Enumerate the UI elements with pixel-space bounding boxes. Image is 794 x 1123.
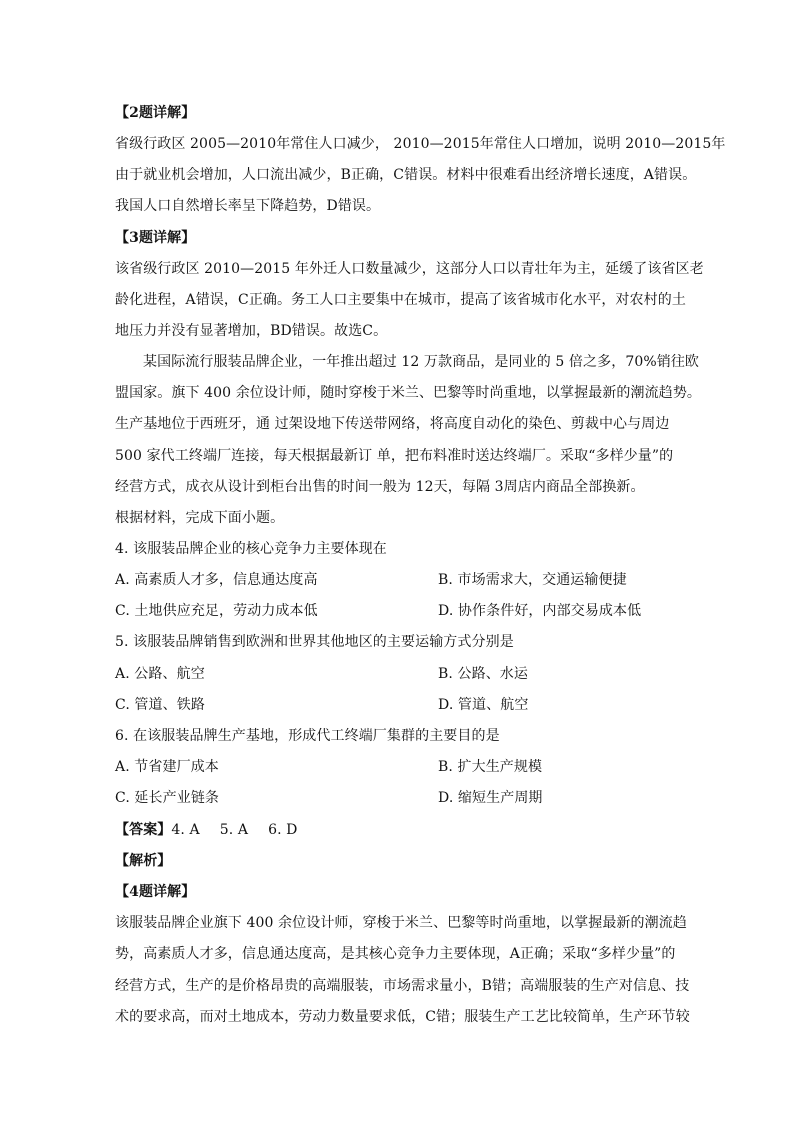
- question-4-options-row-2: [115, 601, 687, 621]
- section-3-line-3: 地压力并没有显著增加，BD错误。故选C。: [115, 323, 388, 339]
- question-4-option-d: D. 协作条件好，内部交易成本低: [438, 603, 642, 619]
- section-3-line-1: 该省级行政区 2010—2015 年外迁人口数量减少，这部分人口以青壮年为主，延缓了该省区老: [115, 261, 704, 277]
- material-instruction: 根据材料，完成下面小题。: [115, 510, 285, 526]
- question-5-options-row-1: [115, 664, 687, 684]
- question-4-option-c: C. 土地供应充足，劳动力成本低: [115, 603, 318, 619]
- analysis-heading: 【解析】: [115, 853, 172, 869]
- question-6-option-d: D. 缩短生产周期: [438, 790, 543, 806]
- question-5-option-d: D. 管道、航空: [438, 697, 529, 713]
- material-line-4: 500 家代工终端厂连接，每天根据最新订 单，把布料准时送达终端厂。采取“多样少量”的: [115, 448, 674, 464]
- question-4-option-a: A. 高素质人才多，信息通达度高: [115, 572, 318, 588]
- question-5-stem: 5. 该服装品牌销售到欧洲和世界其他地区的主要运输方式分别是: [115, 634, 514, 650]
- section-2-line-3: 我国人口自然增长率呈下降趋势，D错误。: [115, 198, 381, 214]
- material-line-2: 盟国家。旗下 400 余位设计师，随时穿梭于米兰、巴黎等时尚重地，以掌握最新的潮流趋势。: [115, 385, 702, 401]
- question-4-stem: 4. 该服装品牌企业的核心竞争力主要体现在: [115, 541, 387, 557]
- question-6-option-b: B. 扩大生产规模: [438, 759, 543, 775]
- material-line-3: 生产基地位于西班牙，通 过架设地下传送带网络，将高度自动化的染色、剪裁中心与周边: [115, 416, 670, 432]
- answer-label: 【答案】: [115, 822, 172, 838]
- answer-item: 6. D: [268, 822, 298, 838]
- answer-item: 4. A: [171, 822, 200, 838]
- question-6-option-c: C. 延长产业链条: [115, 790, 220, 806]
- question-5-option-c: C. 管道、铁路: [115, 697, 205, 713]
- answer-item: 5. A: [219, 822, 249, 838]
- question-6-options-row-2: [115, 788, 687, 808]
- question-4-options-row-1: [115, 570, 687, 590]
- section-3-line-2: 龄化进程，A错误，C正确。务工人口主要集中在城市，提高了该省城市化水平，对农村的土: [115, 292, 686, 308]
- material-line-1: 某国际流行服装品牌企业，一年推出超过 12 万款商品，是同业的 5 倍之多，70%销往欧: [143, 354, 700, 370]
- question-4-option-b: B. 市场需求大，交通运输便捷: [438, 572, 627, 588]
- section-4-line-1: 该服装品牌企业旗下 400 余位设计师，穿梭于米兰、巴黎等时尚重地，以掌握最新的潮流趋: [115, 915, 687, 931]
- question-5-option-a: A. 公路、航空: [115, 666, 205, 682]
- question-6-options-row-1: [115, 757, 687, 777]
- answer-line: [115, 820, 687, 840]
- question-5-options-row-2: [115, 695, 687, 715]
- section-3-heading: 【3题详解】: [115, 230, 196, 246]
- question-6-stem: 6. 在该服装品牌生产基地，形成代工终端厂集群的主要目的是: [115, 728, 500, 744]
- section-4-line-4: 术的要求高，而对土地成本，劳动力数量要求低，C错；服装生产工艺比较简单，生产环节较: [115, 1009, 690, 1025]
- section-4-heading: 【4题详解】: [115, 884, 196, 900]
- section-2-line-2: 由于就业机会增加，人口流出减少，B正确，C错误。材料中很难看出经济增长速度，A错误。: [115, 167, 697, 183]
- section-4-line-2: 势，高素质人才多，信息通达度高，是其核心竞争力主要体现，A正确；采取“多样少量”的: [115, 946, 676, 962]
- question-6-option-a: A. 节省建厂成本: [115, 759, 219, 775]
- material-line-5: 经营方式，成衣从设计到柜台出售的时间一般为 12天，每隔 3周店内商品全部换新。: [115, 479, 645, 495]
- section-2-heading: 【2题详解】: [115, 105, 196, 121]
- question-5-option-b: B. 公路、水运: [438, 666, 528, 682]
- section-2-line-1: 省级行政区 2005—2010年常住人口减少， 2010—2015年常住人口增加，说明 2010—2015年: [115, 136, 726, 152]
- section-4-line-3: 经营方式，生产的是价格昂贵的高端服装，市场需求量小，B错；高端服装的生产对信息、技: [115, 978, 690, 994]
